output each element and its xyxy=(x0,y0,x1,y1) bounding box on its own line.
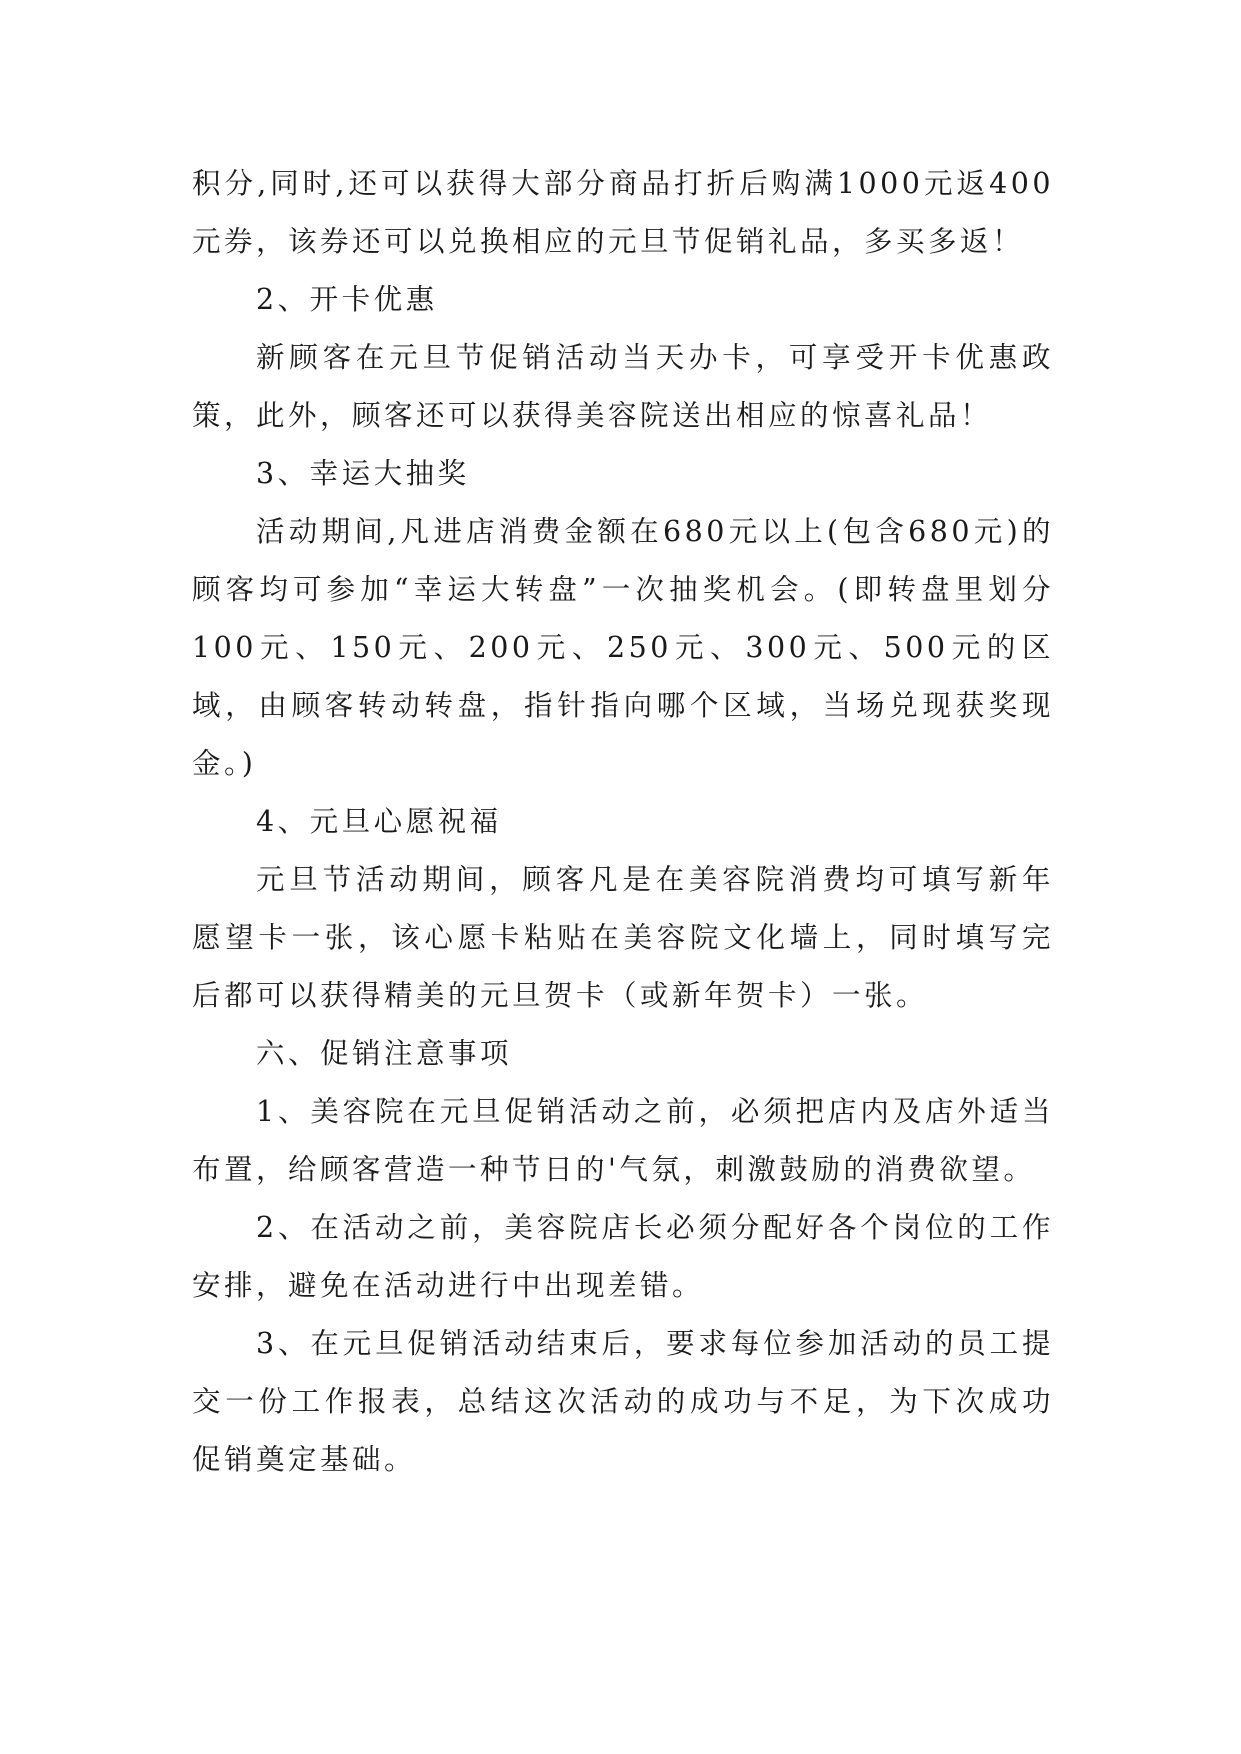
paragraph-note-1: 1、美容院在元旦促销活动之前，必须把店内及店外适当布置，给顾客营造一种节日的'气氛，刺激鼓励的消费欲望。 xyxy=(192,1095,1054,1186)
heading-card-discount: 2、开卡优惠 xyxy=(256,283,438,316)
paragraph-note-2: 2、在活动之前，美容院店长必须分配好各个岗位的工作安排，避免在活动进行中出现差错。 xyxy=(192,1211,1054,1302)
heading-new-year-wish: 4、元旦心愿祝福 xyxy=(256,805,502,838)
document-page xyxy=(192,155,1054,1489)
heading-promotion-notes: 六、促销注意事项 xyxy=(256,1037,513,1070)
paragraph-new-year-wish: 元旦节活动期间，顾客凡是在美容院消费均可填写新年愿望卡一张，该心愿卡粘贴在美容院文化墙上，同时填写完后都可以获得精美的元旦贺卡（或新年贺卡）一张。 xyxy=(192,863,1054,1012)
heading-lucky-draw: 3、幸运大抽奖 xyxy=(256,457,470,490)
paragraph-continuation: 积分,同时,还可以获得大部分商品打折后购满1000元返400元券，该券还可以兑换相应的元旦节促销礼品，多买多返！ xyxy=(192,167,1054,258)
paragraph-card-discount: 新顾客在元旦节促销活动当天办卡，可享受开卡优惠政策，此外，顾客还可以获得美容院送出相应的惊喜礼品！ xyxy=(192,341,1054,432)
paragraph-note-3: 3、在元旦促销活动结束后，要求每位参加活动的员工提交一份工作报表，总结这次活动的成功与不足，为下次成功促销奠定基础。 xyxy=(192,1327,1054,1476)
paragraph-lucky-draw: 活动期间,凡进店消费金额在680元以上(包含680元)的顾客均可参加“幸运大转盘”一次抽奖机会。(即转盘里划分100元、150元、200元、250元、300元、500元的区域，由顾客转动转盘，指针指向哪个区域，当场兑现获奖现金。) xyxy=(192,515,1054,780)
